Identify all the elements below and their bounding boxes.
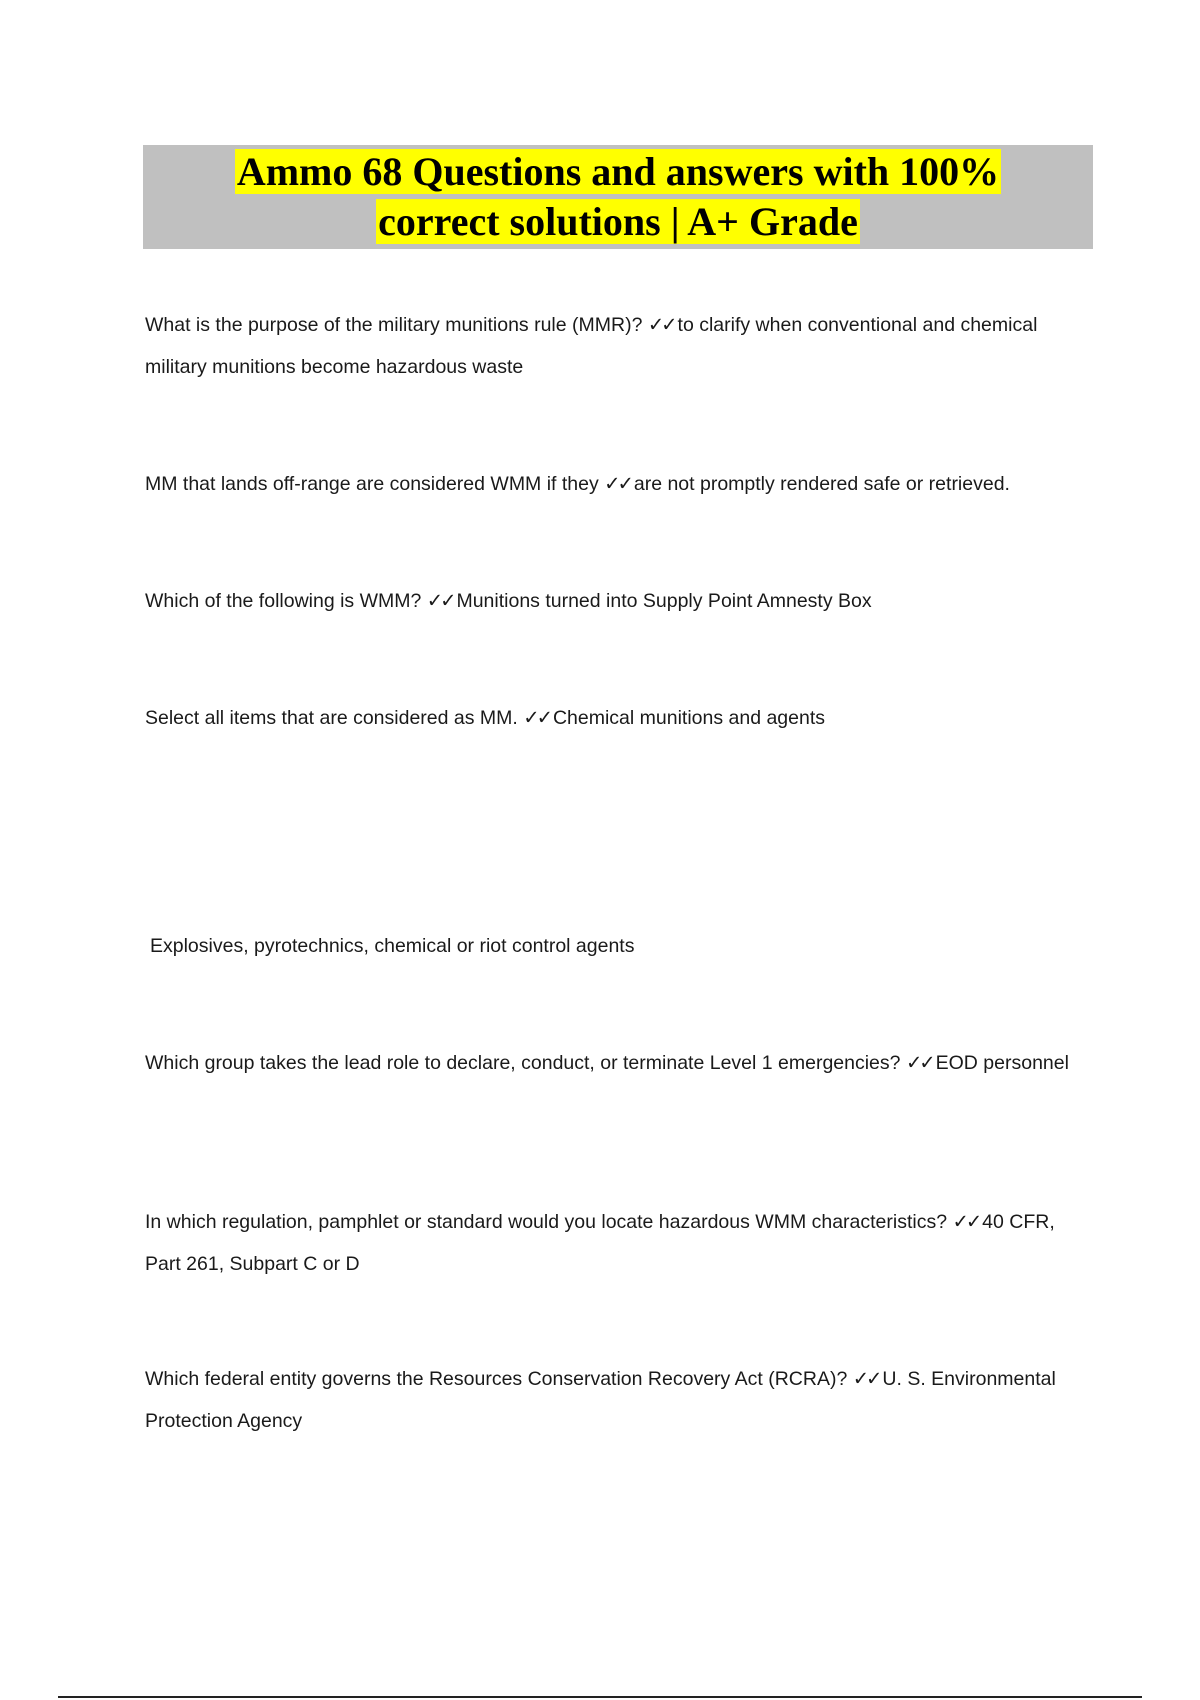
qa-item-4-continuation [150,925,1100,967]
document-title-line-2: correct solutions | A+ Grade [378,199,858,244]
question-text: Which of the following is WMM? [145,590,422,612]
page-bottom-divider [58,1696,1142,1698]
qa-item-7 [145,1358,1095,1442]
qa-item-5 [145,1042,1095,1084]
document-title-line-1: Ammo 68 Questions and answers with 100% [236,149,1000,194]
double-check-icon: ✓✓ [523,707,550,729]
double-check-icon: ✓✓ [604,473,631,495]
answer-text: 40 CFR, Part 261, Subpart C or D [145,1211,1055,1275]
answer-text: Munitions turned into Supply Point Amnesty Box [456,590,872,612]
qa-item-2 [145,463,1095,505]
double-check-icon: ✓✓ [905,1052,933,1074]
answer-text: Chemical munitions and agents [552,707,826,729]
qa-item-3 [145,580,1095,622]
question-text: In which regulation, pamphlet or standard would you locate hazardous WMM characteristics? [145,1211,948,1233]
double-check-icon: ✓✓ [952,1211,980,1233]
question-text: Which group takes the lead role to declare, conduct, or terminate Level 1 emergencies? [145,1052,901,1074]
double-check-icon: ✓✓ [852,1368,880,1390]
answer-text: Explosives, pyrotechnics, chemical or riot control agents [150,935,635,957]
answer-text: U. S. Environmental Protection Agency [145,1368,1056,1432]
document-title-banner [143,145,1093,249]
question-text: MM that lands off-range are considered WMM if they [145,473,599,495]
double-check-icon: ✓✓ [426,590,454,612]
answer-text: EOD personnel [935,1052,1069,1074]
qa-item-6 [145,1201,1095,1285]
answer-text: are not promptly rendered safe or retrieved. [633,473,1010,495]
question-text: Which federal entity governs the Resources Conservation Recovery Act (RCRA)? [145,1368,848,1390]
qa-item-4 [145,697,1095,739]
question-text: Select all items that are considered as MM. [145,707,518,729]
qa-item-1 [145,304,1095,388]
question-text: What is the purpose of the military munitions rule (MMR)? [145,314,643,336]
answer-text: to clarify when conventional and chemical military munitions become hazardous waste [145,314,1038,378]
double-check-icon: ✓✓ [647,314,675,336]
